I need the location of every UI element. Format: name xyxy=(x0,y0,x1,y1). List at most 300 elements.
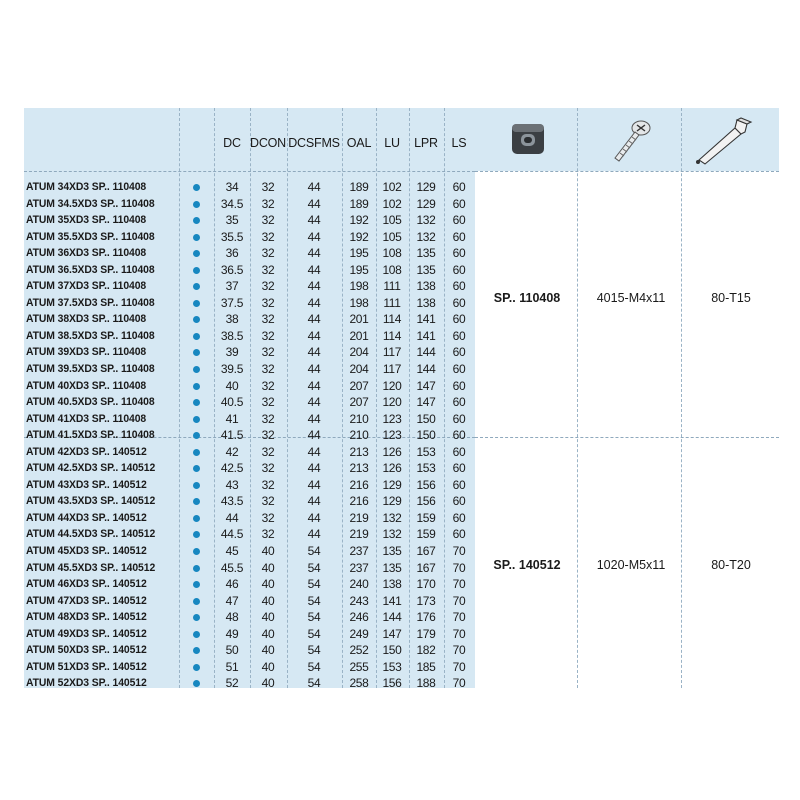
cell-dc: 39 xyxy=(225,345,239,360)
cell-dc: 42.5 xyxy=(220,461,244,476)
cell-oal: 207 xyxy=(349,395,369,410)
cell-lu: 129 xyxy=(382,494,402,509)
cell-lpr: 132 xyxy=(416,213,436,228)
cell-dcsfms: 44 xyxy=(307,312,321,327)
tool-designation: ATUM 42.5XD3 SP.. 140512 xyxy=(26,462,156,475)
cell-dc: 38.5 xyxy=(220,328,244,343)
cell-lpr: 147 xyxy=(416,378,436,393)
cell-oal: 210 xyxy=(349,411,369,426)
availability-dot-icon xyxy=(193,647,200,654)
cell-oal: 216 xyxy=(349,494,369,509)
cell-dc: 43.5 xyxy=(220,494,244,509)
table-row xyxy=(24,278,475,295)
tool-designation: ATUM 44.5XD3 SP.. 140512 xyxy=(26,528,156,541)
availability-dot-icon xyxy=(193,316,200,323)
header-ls: LS xyxy=(451,136,467,150)
header-divider xyxy=(24,171,475,172)
cell-oal: 219 xyxy=(349,510,369,525)
table-row xyxy=(24,378,475,395)
header-oal: OAL xyxy=(346,136,372,150)
table-row xyxy=(24,344,475,361)
cell-dcsfms: 54 xyxy=(307,577,321,592)
key-code-group-2: 80-T20 xyxy=(711,558,751,572)
cell-dcsfms: 54 xyxy=(307,626,321,641)
cell-dc: 51 xyxy=(225,659,239,674)
cell-dcsfms: 44 xyxy=(307,494,321,509)
cell-ls: 70 xyxy=(452,610,466,625)
table-row xyxy=(24,212,475,229)
cell-dcon: 32 xyxy=(261,180,275,194)
cell-ls: 60 xyxy=(452,378,466,393)
cell-dc: 52 xyxy=(225,676,239,691)
availability-dot-icon xyxy=(193,548,200,555)
availability-dot-icon xyxy=(193,349,200,356)
cell-lpr: 129 xyxy=(416,196,436,211)
cell-ls: 70 xyxy=(452,577,466,592)
cell-dcsfms: 44 xyxy=(307,428,321,443)
tool-designation: ATUM 47XD3 SP.. 140512 xyxy=(26,594,147,607)
availability-dot-icon xyxy=(193,614,200,621)
dimension-table xyxy=(24,108,475,691)
cell-dc: 37 xyxy=(225,279,239,294)
table-row xyxy=(24,311,475,328)
cell-oal: 210 xyxy=(349,428,369,443)
table-row xyxy=(24,229,475,246)
cell-dcsfms: 44 xyxy=(307,378,321,393)
table-row xyxy=(24,179,475,196)
cell-lu: 132 xyxy=(382,527,402,542)
header-divider xyxy=(475,171,779,172)
tool-designation: ATUM 39.5XD3 SP.. 110408 xyxy=(26,363,155,376)
cell-lu: 141 xyxy=(382,593,402,608)
cell-lu: 111 xyxy=(383,295,401,310)
cell-dc: 34 xyxy=(225,180,239,194)
cell-lu: 108 xyxy=(382,262,402,277)
cell-dcsfms: 44 xyxy=(307,477,321,492)
cell-dcsfms: 44 xyxy=(307,345,321,360)
tool-designation: ATUM 43.5XD3 SP.. 140512 xyxy=(26,495,156,508)
cell-dc: 47 xyxy=(225,593,239,608)
cell-dcsfms: 54 xyxy=(307,593,321,608)
table-row xyxy=(24,526,475,543)
cell-dc: 41 xyxy=(225,411,239,426)
tool-designation: ATUM 37XD3 SP.. 110408 xyxy=(26,280,147,293)
cell-ls: 60 xyxy=(452,295,466,310)
cell-dcsfms: 54 xyxy=(307,544,321,559)
column-separator xyxy=(681,108,682,688)
cell-dcon: 40 xyxy=(261,593,275,608)
tool-designation: ATUM 37.5XD3 SP.. 110408 xyxy=(26,296,155,309)
availability-dot-icon xyxy=(193,664,200,671)
insert-code-group-2: SP.. 140512 xyxy=(493,558,561,572)
cell-dcon: 40 xyxy=(261,560,275,575)
availability-dot-icon xyxy=(193,201,200,208)
availability-dot-icon xyxy=(193,283,200,290)
cell-ls: 60 xyxy=(452,180,466,194)
availability-dot-icon xyxy=(193,432,200,439)
cell-oal: 237 xyxy=(349,544,369,559)
cell-oal: 198 xyxy=(349,295,369,310)
availability-dot-icon xyxy=(193,482,200,489)
cell-dcsfms: 54 xyxy=(307,560,321,575)
cell-dc: 35 xyxy=(225,213,239,228)
tool-designation: ATUM 34XD3 SP.. 110408 xyxy=(26,181,147,193)
cell-dcon: 32 xyxy=(261,510,275,525)
cell-ls: 70 xyxy=(452,544,466,559)
cell-ls: 60 xyxy=(452,328,466,343)
header-lu: LU xyxy=(384,136,400,150)
table-row xyxy=(24,477,475,494)
tool-designation: ATUM 49XD3 SP.. 140512 xyxy=(26,627,147,640)
cell-lpr: 150 xyxy=(416,411,436,426)
table-row xyxy=(24,427,475,444)
tool-designation: ATUM 43XD3 SP.. 140512 xyxy=(26,478,147,491)
cell-dcon: 32 xyxy=(261,461,275,476)
screw-code-group-1: 4015-M4x11 xyxy=(596,291,666,305)
cell-oal: 255 xyxy=(349,659,369,674)
cell-dcsfms: 44 xyxy=(307,328,321,343)
cell-dc: 42 xyxy=(225,444,239,459)
cell-lu: 123 xyxy=(382,411,402,426)
cell-oal: 252 xyxy=(349,643,369,658)
availability-dot-icon xyxy=(193,399,200,406)
cell-dcon: 32 xyxy=(261,477,275,492)
cell-oal: 201 xyxy=(349,328,369,343)
availability-dot-icon xyxy=(193,217,200,224)
cell-dcon: 40 xyxy=(261,676,275,691)
cell-lpr: 159 xyxy=(416,527,436,542)
cell-lu: 105 xyxy=(382,229,402,244)
cell-dc: 34.5 xyxy=(220,196,244,211)
cell-dc: 35.5 xyxy=(220,229,244,244)
header-lpr: LPR xyxy=(414,136,438,150)
availability-dot-icon xyxy=(193,498,200,505)
table-row xyxy=(24,510,475,527)
availability-dot-icon xyxy=(193,300,200,307)
availability-dot-icon xyxy=(193,465,200,472)
cell-oal: 198 xyxy=(349,279,369,294)
table-row xyxy=(24,411,475,428)
cell-ls: 70 xyxy=(452,626,466,641)
cell-oal: 195 xyxy=(349,246,369,261)
availability-dot-icon xyxy=(193,333,200,340)
tool-designation: ATUM 46XD3 SP.. 140512 xyxy=(26,578,147,591)
cell-dcon: 32 xyxy=(261,246,275,261)
tool-designation: ATUM 45XD3 SP.. 140512 xyxy=(26,545,147,558)
insert-icon xyxy=(507,118,549,160)
cell-dcsfms: 44 xyxy=(307,395,321,410)
availability-dot-icon xyxy=(193,416,200,423)
cell-ls: 60 xyxy=(452,246,466,261)
cell-lu: 114 xyxy=(382,312,402,327)
cell-ls: 60 xyxy=(452,510,466,525)
cell-dcon: 32 xyxy=(261,213,275,228)
cell-oal: 237 xyxy=(349,560,369,575)
cell-oal: 192 xyxy=(349,213,369,228)
cell-dcsfms: 54 xyxy=(307,676,321,691)
cell-ls: 60 xyxy=(452,312,466,327)
header-dc: DC xyxy=(223,136,241,150)
tool-designation: ATUM 34.5XD3 SP.. 110408 xyxy=(26,197,155,210)
cell-lpr: 182 xyxy=(416,643,436,658)
table-row xyxy=(24,675,475,692)
table-row xyxy=(24,493,475,510)
cell-dc: 49 xyxy=(225,626,239,641)
cell-dcon: 40 xyxy=(261,659,275,674)
cell-lu: 126 xyxy=(382,444,402,459)
table-row xyxy=(24,361,475,378)
cell-lpr: 153 xyxy=(416,444,436,459)
cell-lu: 123 xyxy=(382,428,402,443)
cell-ls: 70 xyxy=(452,593,466,608)
cell-oal: 216 xyxy=(349,477,369,492)
cell-ls: 60 xyxy=(452,229,466,244)
cell-dc: 36 xyxy=(225,246,239,261)
cell-oal: 213 xyxy=(349,461,369,476)
cell-lu: 114 xyxy=(382,328,402,343)
cell-oal: 240 xyxy=(349,577,369,592)
cell-ls: 60 xyxy=(452,345,466,360)
header-dcon: DCON xyxy=(249,136,287,150)
cell-oal: 249 xyxy=(349,626,369,641)
cell-ls: 70 xyxy=(452,560,466,575)
cell-dc: 48 xyxy=(225,610,239,625)
cell-dcsfms: 44 xyxy=(307,444,321,459)
cell-lpr: 153 xyxy=(416,461,436,476)
table-row xyxy=(24,642,475,659)
table-row xyxy=(24,328,475,345)
cell-dcon: 32 xyxy=(261,312,275,327)
cell-dcon: 32 xyxy=(261,362,275,377)
cell-dcon: 32 xyxy=(261,262,275,277)
cell-dcon: 32 xyxy=(261,295,275,310)
cell-lpr: 167 xyxy=(416,544,436,559)
cell-dc: 41.5 xyxy=(220,428,244,443)
availability-dot-icon xyxy=(193,581,200,588)
availability-dot-icon xyxy=(193,250,200,257)
cell-lu: 102 xyxy=(382,180,402,194)
cell-dcon: 40 xyxy=(261,577,275,592)
cell-ls: 60 xyxy=(452,196,466,211)
cell-lpr: 173 xyxy=(416,593,436,608)
cell-dc: 50 xyxy=(225,643,239,658)
cell-dcon: 32 xyxy=(261,279,275,294)
tool-designation: ATUM 38.5XD3 SP.. 110408 xyxy=(26,329,155,342)
cell-lu: 126 xyxy=(382,461,402,476)
cell-lu: 156 xyxy=(382,676,402,691)
cell-dcsfms: 44 xyxy=(307,461,321,476)
torx-key-icon xyxy=(693,114,753,166)
cell-lu: 117 xyxy=(382,345,402,360)
cell-lpr: 150 xyxy=(416,428,436,443)
insert-code-group-1: SP.. 110408 xyxy=(493,291,561,305)
cell-dcsfms: 54 xyxy=(307,610,321,625)
header-dcsfms: DCSFMS xyxy=(288,136,340,150)
cell-ls: 60 xyxy=(452,494,466,509)
cell-oal: 189 xyxy=(349,196,369,211)
cell-lpr: 132 xyxy=(416,229,436,244)
screw-icon xyxy=(607,116,653,166)
cell-dc: 40 xyxy=(225,378,239,393)
cell-dcsfms: 54 xyxy=(307,643,321,658)
cell-lu: 108 xyxy=(382,246,402,261)
cell-dcsfms: 44 xyxy=(307,527,321,542)
cell-dc: 39.5 xyxy=(220,362,244,377)
tool-designation: ATUM 50XD3 SP.. 140512 xyxy=(26,644,147,657)
cell-ls: 60 xyxy=(452,395,466,410)
cell-oal: 246 xyxy=(349,610,369,625)
availability-dot-icon xyxy=(193,267,200,274)
cell-dc: 45 xyxy=(225,544,239,559)
tool-designation: ATUM 42XD3 SP.. 140512 xyxy=(26,445,147,458)
tool-designation: ATUM 36.5XD3 SP.. 110408 xyxy=(26,263,155,276)
cell-dcon: 32 xyxy=(261,378,275,393)
cell-lu: 144 xyxy=(382,610,402,625)
cell-dcsfms: 44 xyxy=(307,180,321,194)
group-divider xyxy=(475,437,779,438)
cell-dc: 44 xyxy=(225,510,239,525)
table-row xyxy=(24,444,475,461)
cell-dcon: 32 xyxy=(261,428,275,443)
availability-dot-icon xyxy=(193,631,200,638)
cell-dcsfms: 44 xyxy=(307,362,321,377)
tool-designation: ATUM 38XD3 SP.. 110408 xyxy=(26,313,147,326)
cell-dcsfms: 44 xyxy=(307,510,321,525)
cell-dcsfms: 44 xyxy=(307,295,321,310)
cell-lu: 129 xyxy=(382,477,402,492)
cell-oal: 189 xyxy=(349,180,369,194)
cell-dcon: 32 xyxy=(261,345,275,360)
cell-dc: 40.5 xyxy=(220,395,244,410)
cell-ls: 60 xyxy=(452,279,466,294)
cell-lu: 105 xyxy=(382,213,402,228)
cell-dcsfms: 44 xyxy=(307,411,321,426)
cell-lpr: 185 xyxy=(416,659,436,674)
cell-lpr: 144 xyxy=(416,345,436,360)
cell-dc: 44.5 xyxy=(220,527,244,542)
cell-oal: 204 xyxy=(349,345,369,360)
cell-dcon: 32 xyxy=(261,411,275,426)
tool-designation: ATUM 44XD3 SP.. 140512 xyxy=(26,511,147,524)
cell-lpr: 156 xyxy=(416,477,436,492)
cell-ls: 60 xyxy=(452,362,466,377)
cell-lpr: 156 xyxy=(416,494,436,509)
availability-dot-icon xyxy=(193,449,200,456)
accessory-table xyxy=(475,108,779,688)
table-row xyxy=(24,196,475,213)
availability-dot-icon xyxy=(193,531,200,538)
availability-dot-icon xyxy=(193,366,200,373)
cell-dcon: 32 xyxy=(261,328,275,343)
cell-lu: 147 xyxy=(382,626,402,641)
cell-oal: 243 xyxy=(349,593,369,608)
cell-oal: 213 xyxy=(349,444,369,459)
cell-lpr: 138 xyxy=(416,295,436,310)
cell-ls: 60 xyxy=(452,213,466,228)
cell-ls: 60 xyxy=(452,262,466,277)
cell-oal: 192 xyxy=(349,229,369,244)
tool-designation: ATUM 45.5XD3 SP.. 140512 xyxy=(26,561,156,574)
cell-oal: 204 xyxy=(349,362,369,377)
cell-lu: 117 xyxy=(382,362,402,377)
cell-dcsfms: 44 xyxy=(307,262,321,277)
table-row xyxy=(24,394,475,411)
availability-dot-icon xyxy=(193,184,200,191)
cell-dc: 46 xyxy=(225,577,239,592)
tool-designation: ATUM 41XD3 SP.. 110408 xyxy=(26,412,147,425)
screw-code-group-2: 1020-M5x11 xyxy=(596,558,666,572)
table-row xyxy=(24,659,475,676)
cell-dcsfms: 44 xyxy=(307,279,321,294)
cell-dcon: 32 xyxy=(261,196,275,211)
table-row xyxy=(24,626,475,643)
cell-lpr: 129 xyxy=(416,180,436,194)
cell-lu: 120 xyxy=(382,378,402,393)
cell-dc: 43 xyxy=(225,477,239,492)
table-row xyxy=(24,560,475,577)
table-row xyxy=(24,543,475,560)
tool-designation: ATUM 35.5XD3 SP.. 110408 xyxy=(26,230,155,243)
cell-lu: 102 xyxy=(382,196,402,211)
cell-lpr: 135 xyxy=(416,262,436,277)
cell-dcon: 40 xyxy=(261,610,275,625)
cell-dcon: 40 xyxy=(261,544,275,559)
cell-oal: 219 xyxy=(349,527,369,542)
cell-lpr: 170 xyxy=(416,577,436,592)
tool-designation: ATUM 40.5XD3 SP.. 110408 xyxy=(26,396,155,409)
cell-ls: 60 xyxy=(452,428,466,443)
availability-dot-icon xyxy=(193,515,200,522)
cell-lu: 132 xyxy=(382,510,402,525)
cell-ls: 70 xyxy=(452,659,466,674)
table-row xyxy=(24,576,475,593)
cell-ls: 60 xyxy=(452,527,466,542)
cell-dc: 38 xyxy=(225,312,239,327)
cell-ls: 70 xyxy=(452,676,466,691)
table-row xyxy=(24,460,475,477)
cell-dcon: 32 xyxy=(261,527,275,542)
availability-dot-icon xyxy=(193,234,200,241)
cell-lpr: 144 xyxy=(416,362,436,377)
cell-dcsfms: 44 xyxy=(307,213,321,228)
cell-ls: 70 xyxy=(452,643,466,658)
availability-dot-icon xyxy=(193,565,200,572)
cell-dcsfms: 44 xyxy=(307,229,321,244)
tool-designation: ATUM 51XD3 SP.. 140512 xyxy=(26,660,147,673)
table-row xyxy=(24,262,475,279)
cell-lpr: 167 xyxy=(416,560,436,575)
cell-lpr: 138 xyxy=(416,279,436,294)
cell-lu: 150 xyxy=(382,643,402,658)
table-row xyxy=(24,295,475,312)
column-separator xyxy=(577,108,578,688)
cell-dcon: 32 xyxy=(261,395,275,410)
cell-lpr: 141 xyxy=(416,312,436,327)
cell-dcon: 32 xyxy=(261,229,275,244)
cell-lpr: 141 xyxy=(416,328,436,343)
availability-dot-icon xyxy=(193,680,200,687)
cell-dcon: 32 xyxy=(261,444,275,459)
cell-lpr: 179 xyxy=(416,626,436,641)
table-row xyxy=(24,245,475,262)
cell-lpr: 159 xyxy=(416,510,436,525)
cell-dcon: 40 xyxy=(261,643,275,658)
tool-designation: ATUM 36XD3 SP.. 110408 xyxy=(26,247,147,260)
cell-lpr: 176 xyxy=(416,610,436,625)
cell-dc: 36.5 xyxy=(220,262,244,277)
cell-ls: 60 xyxy=(452,444,466,459)
cell-ls: 60 xyxy=(452,411,466,426)
